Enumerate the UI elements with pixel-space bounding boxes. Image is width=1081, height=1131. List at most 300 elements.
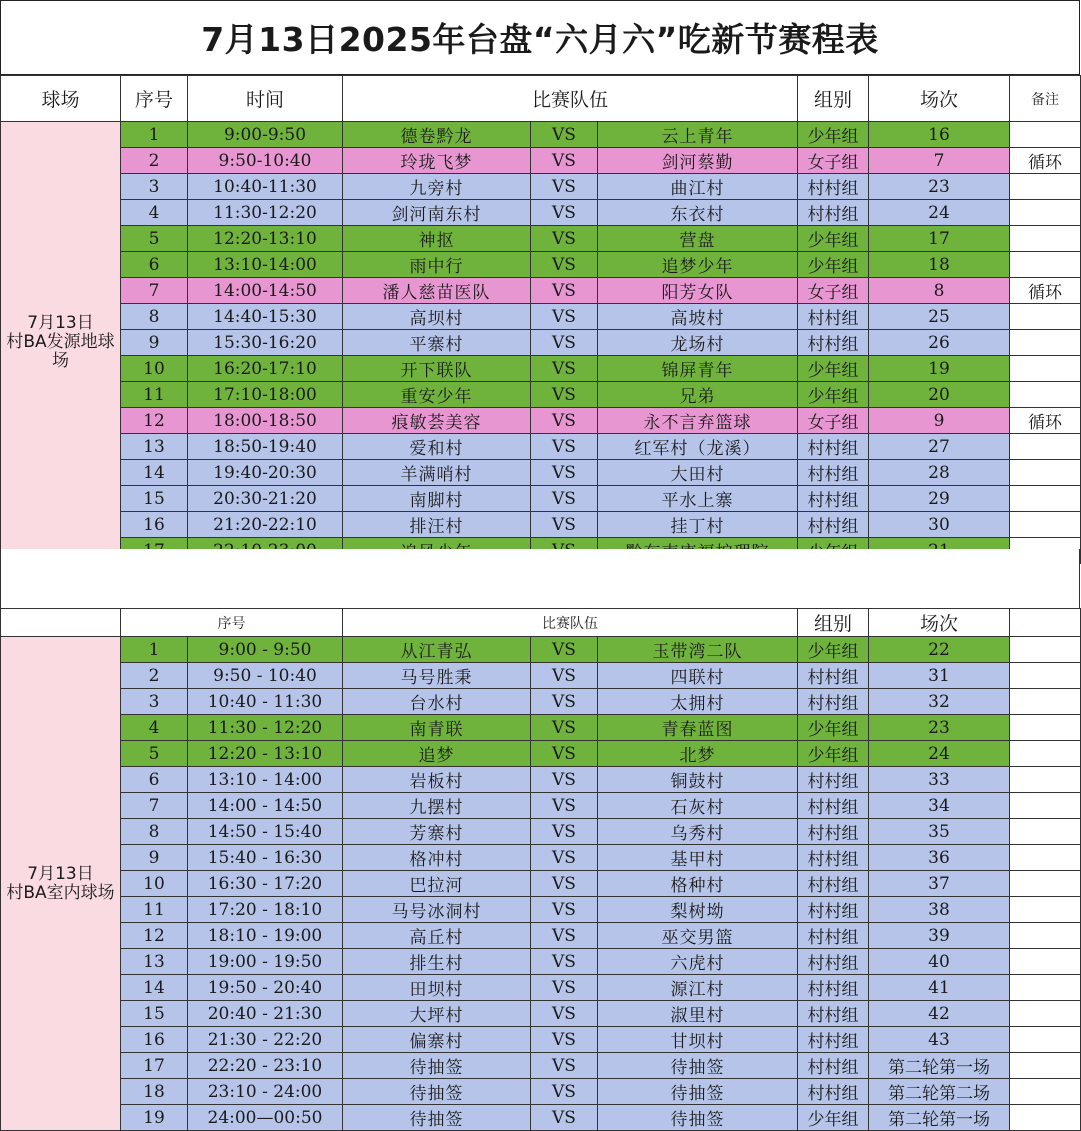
- row-note: [1010, 486, 1081, 512]
- row-group: 村村组: [798, 434, 869, 460]
- row-time: 18:10 - 19:00: [188, 923, 343, 949]
- header-teams: 比赛队伍: [343, 76, 798, 122]
- table-row: [1, 122, 1081, 148]
- row-match: 26: [869, 330, 1010, 356]
- row-no: 12: [121, 408, 188, 434]
- row-note: [1010, 1053, 1081, 1079]
- table-row: [1, 923, 1081, 949]
- team-b: 大田村: [598, 460, 798, 486]
- row-time: 20:30-21:20: [188, 486, 343, 512]
- vs-label: VS: [531, 174, 598, 200]
- row-match: 9: [869, 408, 1010, 434]
- row-no: 3: [121, 174, 188, 200]
- team-b: 北梦: [598, 741, 798, 767]
- team-b: 剑河蔡勤: [598, 148, 798, 174]
- team-a: 马号冰洞村: [343, 897, 531, 923]
- row-match: 24: [869, 741, 1010, 767]
- table-row: [1, 304, 1081, 330]
- row-group: 村村组: [798, 304, 869, 330]
- table-row: [1, 382, 1081, 408]
- row-group: 少年组: [798, 715, 869, 741]
- row-note: [1010, 512, 1081, 538]
- row-match: 23: [869, 715, 1010, 741]
- row-note: [1010, 949, 1081, 975]
- team-a: 大坪村: [343, 1001, 531, 1027]
- row-note: [1010, 252, 1081, 278]
- team-a: 从江青弘: [343, 637, 531, 663]
- row-match: 32: [869, 689, 1010, 715]
- row-match: 20: [869, 382, 1010, 408]
- row-note: [1010, 845, 1081, 871]
- vs-label: VS: [531, 663, 598, 689]
- row-no: 2: [121, 148, 188, 174]
- table-row: [1, 252, 1081, 278]
- row-no: 8: [121, 819, 188, 845]
- table-row: [1, 278, 1081, 304]
- row-no: 16: [121, 1027, 188, 1053]
- vs-label: VS: [531, 1053, 598, 1079]
- row-time: 9:00-9:50: [188, 122, 343, 148]
- row-match: 16: [869, 122, 1010, 148]
- row-group: 村村组: [798, 1053, 869, 1079]
- row-no: 9: [121, 330, 188, 356]
- row-note: [1010, 975, 1081, 1001]
- team-b: 格种村: [598, 871, 798, 897]
- team-b: 石灰村: [598, 793, 798, 819]
- row-note: [1010, 382, 1081, 408]
- table-row: [1, 897, 1081, 923]
- team-a: 芳寨村: [343, 819, 531, 845]
- row-time: 13:10 - 14:00: [188, 767, 343, 793]
- row-group: 村村组: [798, 460, 869, 486]
- vs-label: VS: [531, 122, 598, 148]
- row-group: 村村组: [798, 174, 869, 200]
- row-note: [1010, 460, 1081, 486]
- row-group: 村村组: [798, 512, 869, 538]
- row-match: 43: [869, 1027, 1010, 1053]
- row-group: 村村组: [798, 949, 869, 975]
- team-b: 东衣村: [598, 200, 798, 226]
- row-no: 9: [121, 845, 188, 871]
- row-time: 11:30 - 12:20: [188, 715, 343, 741]
- row-match: 19: [869, 356, 1010, 382]
- team-a: 爱和村: [343, 434, 531, 460]
- team-b: 六虎村: [598, 949, 798, 975]
- row-time: 22:20 - 23:10: [188, 1053, 343, 1079]
- row-match: 23: [869, 174, 1010, 200]
- team-a: 马号胜秉: [343, 663, 531, 689]
- row-match: 7: [869, 148, 1010, 174]
- row-time: 9:50-10:40: [188, 148, 343, 174]
- team-b: 阳芳女队: [598, 278, 798, 304]
- team-a: 九旁村: [343, 174, 531, 200]
- row-no: 1: [121, 122, 188, 148]
- vs-label: VS: [531, 949, 598, 975]
- row-note: [1010, 741, 1081, 767]
- table-row: [1, 174, 1081, 200]
- table-row: [1, 200, 1081, 226]
- table-row: [1, 715, 1081, 741]
- team-b: 淑里村: [598, 1001, 798, 1027]
- row-no: 19: [121, 1105, 188, 1131]
- team-b: 挂丁村: [598, 512, 798, 538]
- row-no: 11: [121, 382, 188, 408]
- team-a: 高坝村: [343, 304, 531, 330]
- row-no: 11: [121, 897, 188, 923]
- header-match: 场次: [869, 76, 1010, 122]
- row-match: 25: [869, 304, 1010, 330]
- team-a: 痕敏荟美容: [343, 408, 531, 434]
- row-time: 15:30-16:20: [188, 330, 343, 356]
- row-note: [1010, 356, 1081, 382]
- team-b: 玉带湾二队: [598, 637, 798, 663]
- row-group: 少年组: [798, 356, 869, 382]
- vs-label: VS: [531, 715, 598, 741]
- team-b: 四联村: [598, 663, 798, 689]
- table-row: [1, 1027, 1081, 1053]
- team-a: 格冲村: [343, 845, 531, 871]
- vs-label: VS: [531, 689, 598, 715]
- row-no: 14: [121, 975, 188, 1001]
- team-a: 待抽签: [343, 1105, 531, 1131]
- team-b: 太拥村: [598, 689, 798, 715]
- row-time: 9:50 - 10:40: [188, 663, 343, 689]
- row-note: [1010, 200, 1081, 226]
- team-b: 永不言弃篮球: [598, 408, 798, 434]
- table-row: [1, 1105, 1081, 1131]
- vs-label: VS: [531, 975, 598, 1001]
- table-row: [1, 741, 1081, 767]
- row-match: 第二轮第一场: [869, 1053, 1010, 1079]
- row-time: 19:50 - 20:40: [188, 975, 343, 1001]
- team-a: 雨中行: [343, 252, 531, 278]
- row-match: 40: [869, 949, 1010, 975]
- team-a: 田坝村: [343, 975, 531, 1001]
- table-row: [1, 975, 1081, 1001]
- row-match: 41: [869, 975, 1010, 1001]
- row-time: 23:10 - 24:00: [188, 1079, 343, 1105]
- row-note: [1010, 304, 1081, 330]
- row-match: 35: [869, 819, 1010, 845]
- row-group: 少年组: [798, 1105, 869, 1131]
- row-match: 8: [869, 278, 1010, 304]
- row-group: 村村组: [798, 689, 869, 715]
- table-header-row: [1, 76, 1081, 122]
- row-note: [1010, 1105, 1081, 1131]
- row-match: 第二轮第一场: [869, 1105, 1010, 1131]
- row-no: 5: [121, 741, 188, 767]
- team-b: 基甲村: [598, 845, 798, 871]
- row-note: [1010, 122, 1081, 148]
- row-no: 14: [121, 460, 188, 486]
- header-no: 序号: [121, 76, 188, 122]
- row-group: 村村组: [798, 1027, 869, 1053]
- row-group: 村村组: [798, 819, 869, 845]
- table-row: [1, 148, 1081, 174]
- team-b: 兄弟: [598, 382, 798, 408]
- row-note: [1010, 1001, 1081, 1027]
- row-note: 循环: [1010, 408, 1081, 434]
- row-time: 16:20-17:10: [188, 356, 343, 382]
- table-row: [1, 460, 1081, 486]
- row-match: 39: [869, 923, 1010, 949]
- vs-label: VS: [531, 1027, 598, 1053]
- vs-label: VS: [531, 460, 598, 486]
- row-time: 21:20-22:10: [188, 512, 343, 538]
- header-note: 备注: [1010, 76, 1081, 122]
- row-time: 10:40 - 11:30: [188, 689, 343, 715]
- row-note: [1010, 1027, 1081, 1053]
- table-row: [1, 486, 1081, 512]
- team-a: 待抽签: [343, 1053, 531, 1079]
- table-row: [1, 845, 1081, 871]
- header-group: 组别: [798, 76, 869, 122]
- table-row: [1, 434, 1081, 460]
- row-group: 村村组: [798, 767, 869, 793]
- row-time: 21:30 - 22:20: [188, 1027, 343, 1053]
- row-match: 33: [869, 767, 1010, 793]
- team-a: 神抠: [343, 226, 531, 252]
- row-no: 10: [121, 871, 188, 897]
- row-time: 12:20 - 13:10: [188, 741, 343, 767]
- vs-label: VS: [531, 819, 598, 845]
- row-match: 29: [869, 486, 1010, 512]
- row-match: 38: [869, 897, 1010, 923]
- row-no: 18: [121, 1079, 188, 1105]
- row-group: 村村组: [798, 663, 869, 689]
- team-b: 铜鼓村: [598, 767, 798, 793]
- table-row: [1, 949, 1081, 975]
- row-time: 14:00-14:50: [188, 278, 343, 304]
- row-time: 14:40-15:30: [188, 304, 343, 330]
- team-b: 云上青年: [598, 122, 798, 148]
- vs-label: VS: [531, 434, 598, 460]
- team-a: 重安少年: [343, 382, 531, 408]
- team-a: 九摆村: [343, 793, 531, 819]
- row-time: 13:10-14:00: [188, 252, 343, 278]
- team-a: 平寨村: [343, 330, 531, 356]
- row-no: 15: [121, 1001, 188, 1027]
- vs-label: VS: [531, 252, 598, 278]
- table-row: [1, 408, 1081, 434]
- team-b: 源江村: [598, 975, 798, 1001]
- row-group: 少年组: [798, 252, 869, 278]
- team-b: 梨树坳: [598, 897, 798, 923]
- header-note-blank: [1010, 609, 1081, 637]
- row-note: [1010, 871, 1081, 897]
- schedule-table-main-court: [0, 75, 1081, 564]
- row-match: 36: [869, 845, 1010, 871]
- vs-label: VS: [531, 897, 598, 923]
- row-note: [1010, 663, 1081, 689]
- row-group: 村村组: [798, 200, 869, 226]
- table-header-row: [1, 609, 1081, 637]
- row-group: 村村组: [798, 486, 869, 512]
- row-time: 17:20 - 18:10: [188, 897, 343, 923]
- header-group: 组别: [798, 609, 869, 637]
- row-match: 42: [869, 1001, 1010, 1027]
- vs-label: VS: [531, 486, 598, 512]
- table-row: [1, 226, 1081, 252]
- row-time: 17:10-18:00: [188, 382, 343, 408]
- vs-label: VS: [531, 408, 598, 434]
- team-a: 羊满哨村: [343, 460, 531, 486]
- row-group: 村村组: [798, 871, 869, 897]
- table-row: [1, 1001, 1081, 1027]
- schedule-table-indoor-court: [0, 608, 1081, 1131]
- team-b: 追梦少年: [598, 252, 798, 278]
- row-group: 村村组: [798, 923, 869, 949]
- team-a: 巴拉河: [343, 871, 531, 897]
- table-row: [1, 637, 1081, 663]
- row-time: 9:00 - 9:50: [188, 637, 343, 663]
- team-b: 锦屏青年: [598, 356, 798, 382]
- row-time: 11:30-12:20: [188, 200, 343, 226]
- row-no: 3: [121, 689, 188, 715]
- row-match: 第二轮第二场: [869, 1079, 1010, 1105]
- vs-label: VS: [531, 1105, 598, 1131]
- row-note: [1010, 923, 1081, 949]
- row-no: 5: [121, 226, 188, 252]
- row-note: [1010, 174, 1081, 200]
- row-note: [1010, 1079, 1081, 1105]
- header-venue: 球场: [1, 76, 121, 122]
- vs-label: VS: [531, 330, 598, 356]
- team-a: 排生村: [343, 949, 531, 975]
- vs-label: VS: [531, 1001, 598, 1027]
- row-time: 24:00—00:50: [188, 1105, 343, 1131]
- row-time: 12:20-13:10: [188, 226, 343, 252]
- section-gap: [0, 549, 1080, 608]
- row-group: 少年组: [798, 741, 869, 767]
- row-group: 村村组: [798, 1001, 869, 1027]
- team-a: 偏寨村: [343, 1027, 531, 1053]
- row-match: 28: [869, 460, 1010, 486]
- row-note: [1010, 715, 1081, 741]
- table-row: [1, 512, 1081, 538]
- venue-cell: 7月13日 村BA发源地球场: [1, 122, 121, 564]
- row-no: 13: [121, 949, 188, 975]
- table-row: [1, 689, 1081, 715]
- team-b: 甘坝村: [598, 1027, 798, 1053]
- team-a: 台水村: [343, 689, 531, 715]
- vs-label: VS: [531, 923, 598, 949]
- row-group: 村村组: [798, 897, 869, 923]
- row-no: 16: [121, 512, 188, 538]
- row-group: 村村组: [798, 975, 869, 1001]
- team-a: 南青联: [343, 715, 531, 741]
- row-match: 22: [869, 637, 1010, 663]
- vs-label: VS: [531, 741, 598, 767]
- row-note: [1010, 637, 1081, 663]
- team-a: 高丘村: [343, 923, 531, 949]
- table-row: [1, 663, 1081, 689]
- team-a: 岩板村: [343, 767, 531, 793]
- team-a: 玲珑飞梦: [343, 148, 531, 174]
- vs-label: VS: [531, 382, 598, 408]
- row-match: 18: [869, 252, 1010, 278]
- venue-cell: 7月13日 村BA室内球场: [1, 637, 121, 1131]
- row-no: 6: [121, 767, 188, 793]
- row-match: 37: [869, 871, 1010, 897]
- team-a: 德卷黔龙: [343, 122, 531, 148]
- team-a: 追梦: [343, 741, 531, 767]
- header-time: 时间: [188, 76, 343, 122]
- table-row: [1, 767, 1081, 793]
- row-no: 12: [121, 923, 188, 949]
- row-group: 女子组: [798, 408, 869, 434]
- row-no: 2: [121, 663, 188, 689]
- team-a: 开下联队: [343, 356, 531, 382]
- row-match: 24: [869, 200, 1010, 226]
- row-note: 循环: [1010, 278, 1081, 304]
- row-group: 少年组: [798, 122, 869, 148]
- row-no: 6: [121, 252, 188, 278]
- team-b: 龙场村: [598, 330, 798, 356]
- row-group: 少年组: [798, 226, 869, 252]
- row-time: 18:50-19:40: [188, 434, 343, 460]
- table-row: [1, 1053, 1081, 1079]
- row-group: 村村组: [798, 330, 869, 356]
- row-note: [1010, 226, 1081, 252]
- table-row: [1, 1079, 1081, 1105]
- team-b: 营盘: [598, 226, 798, 252]
- row-group: 女子组: [798, 148, 869, 174]
- row-note: [1010, 689, 1081, 715]
- team-b: 待抽签: [598, 1079, 798, 1105]
- team-b: 平水上寨: [598, 486, 798, 512]
- header-venue-blank: [1, 609, 121, 637]
- vs-label: VS: [531, 767, 598, 793]
- row-no: 7: [121, 278, 188, 304]
- row-no: 15: [121, 486, 188, 512]
- vs-label: VS: [531, 148, 598, 174]
- row-group: 村村组: [798, 1079, 869, 1105]
- row-note: [1010, 330, 1081, 356]
- team-b: 巫交男篮: [598, 923, 798, 949]
- team-b: 待抽签: [598, 1105, 798, 1131]
- row-note: [1010, 767, 1081, 793]
- row-time: 14:00 - 14:50: [188, 793, 343, 819]
- page-title: 7月13日2025年台盘“六月六”吃新节赛程表: [0, 0, 1080, 75]
- team-b: 红军村（龙溪）: [598, 434, 798, 460]
- header-teams: 比赛队伍: [343, 609, 798, 637]
- row-group: 村村组: [798, 793, 869, 819]
- row-time: 14:50 - 15:40: [188, 819, 343, 845]
- vs-label: VS: [531, 1079, 598, 1105]
- row-note: [1010, 897, 1081, 923]
- row-match: 27: [869, 434, 1010, 460]
- row-time: 20:40 - 21:30: [188, 1001, 343, 1027]
- header-no: 序号: [121, 609, 343, 637]
- team-b: 曲江村: [598, 174, 798, 200]
- team-b: 高坡村: [598, 304, 798, 330]
- row-no: 13: [121, 434, 188, 460]
- team-a: 剑河南东村: [343, 200, 531, 226]
- table-row: [1, 356, 1081, 382]
- team-b: 乌秀村: [598, 819, 798, 845]
- row-time: 10:40-11:30: [188, 174, 343, 200]
- vs-label: VS: [531, 637, 598, 663]
- row-no: 10: [121, 356, 188, 382]
- team-a: 待抽签: [343, 1079, 531, 1105]
- row-no: 4: [121, 200, 188, 226]
- header-match: 场次: [869, 609, 1010, 637]
- row-note: [1010, 819, 1081, 845]
- row-no: 4: [121, 715, 188, 741]
- table-row: [1, 871, 1081, 897]
- vs-label: VS: [531, 304, 598, 330]
